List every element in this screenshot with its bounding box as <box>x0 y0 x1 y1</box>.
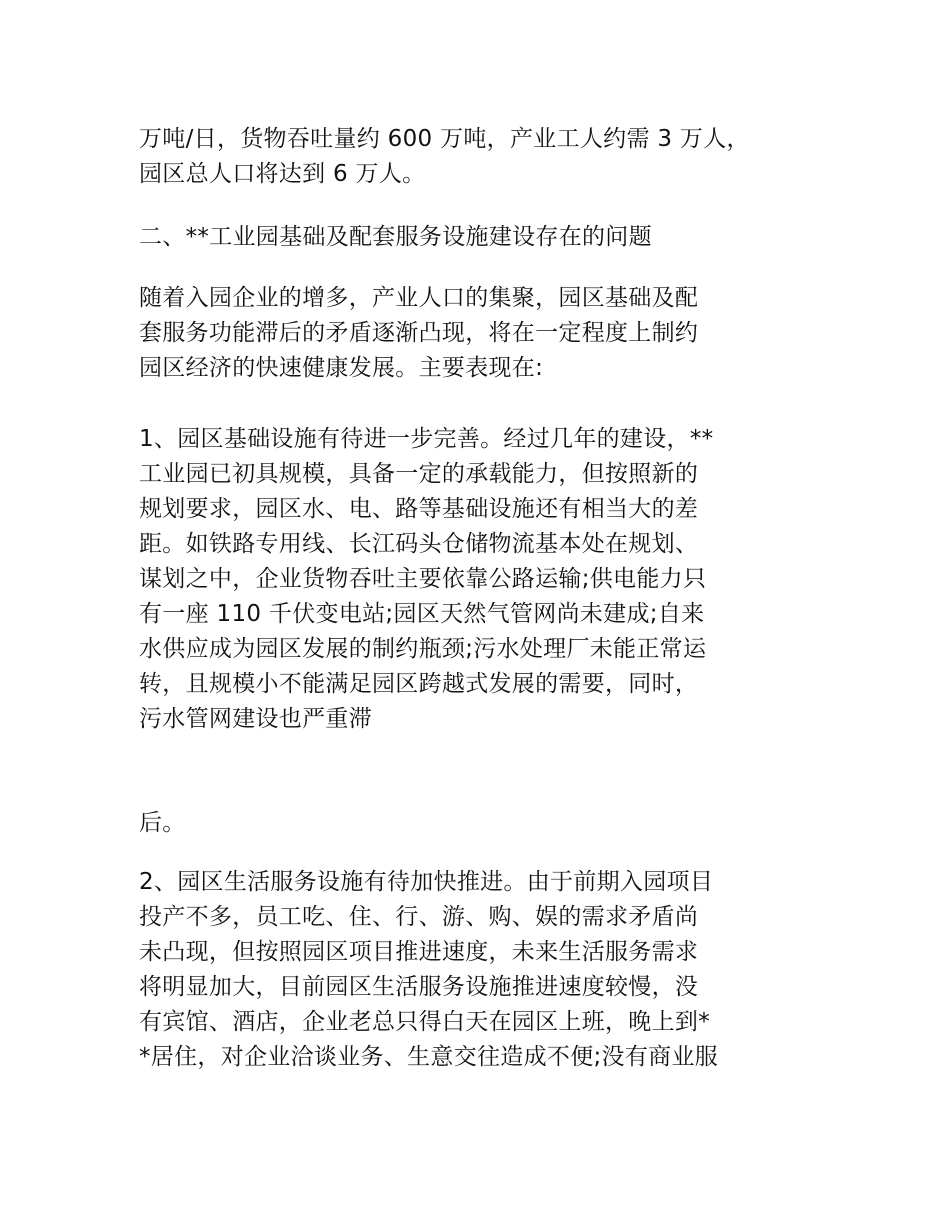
text-line: 距。如铁路专用线、长江码头仓储物流基本处在规划、 <box>139 531 699 557</box>
heading-line: 二、**工业园基础及配套服务设施建设存在的问题 <box>139 224 652 250</box>
section-heading <box>139 220 839 255</box>
text-line: 1、园区基础设施有待进一步完善。经过几年的建设，** <box>139 426 714 452</box>
text-line: *居住，对企业洽谈业务、生意交往造成不便;没有商业服 <box>139 1044 719 1070</box>
text-line: 万吨/日，货物吞吐量约 600 万吨，产业工人约需 3 万人， <box>139 126 750 152</box>
text-line: 规划要求，园区水、电、路等基础设施还有相当大的差 <box>139 496 699 522</box>
text-line: 有一座 110 千伏变电站;园区天然气管网尚未建成;自来 <box>139 601 705 627</box>
paragraph-intro <box>139 281 839 386</box>
paragraph-population-summary <box>139 122 839 192</box>
text-line: 2、园区生活服务设施有待加快推进。由于前期入园项目 <box>139 869 714 895</box>
paragraph-item-2 <box>139 865 839 1075</box>
text-line: 园区经济的快速健康发展。主要表现在: <box>139 355 544 381</box>
text-line: 转，且规模小不能满足园区跨越式发展的需要，同时， <box>139 671 699 697</box>
text-line: 污水管网建设也严重滞 <box>139 706 372 732</box>
text-line: 谋划之中，企业货物吞吐主要依靠公路运输;供电能力只 <box>139 566 707 592</box>
text-line: 工业园已初具规模，具备一定的承载能力，但按照新的 <box>139 461 699 487</box>
text-line: 后。 <box>139 810 186 836</box>
text-line: 水供应成为园区发展的制约瓶颈;污水处理厂未能正常运 <box>139 636 707 662</box>
paragraph-item-1 <box>139 422 839 737</box>
text-line: 投产不多，员工吃、住、行、游、购、娱的需求矛盾尚 <box>139 904 699 930</box>
text-line: 套服务功能滞后的矛盾逐渐凸现，将在一定程度上制约 <box>139 320 699 346</box>
text-line: 园区总人口将达到 6 万人。 <box>139 161 426 187</box>
paragraph-item-1-tail <box>139 806 839 841</box>
text-line: 随着入园企业的增多，产业人口的集聚，园区基础及配 <box>139 285 699 311</box>
text-line: 有宾馆、酒店，企业老总只得白天在园区上班，晚上到* <box>139 1009 710 1035</box>
text-line: 将明显加大，目前园区生活服务设施推进速度较慢，没 <box>139 974 699 1000</box>
text-line: 未凸现，但按照园区项目推进速度，未来生活服务需求 <box>139 939 699 965</box>
